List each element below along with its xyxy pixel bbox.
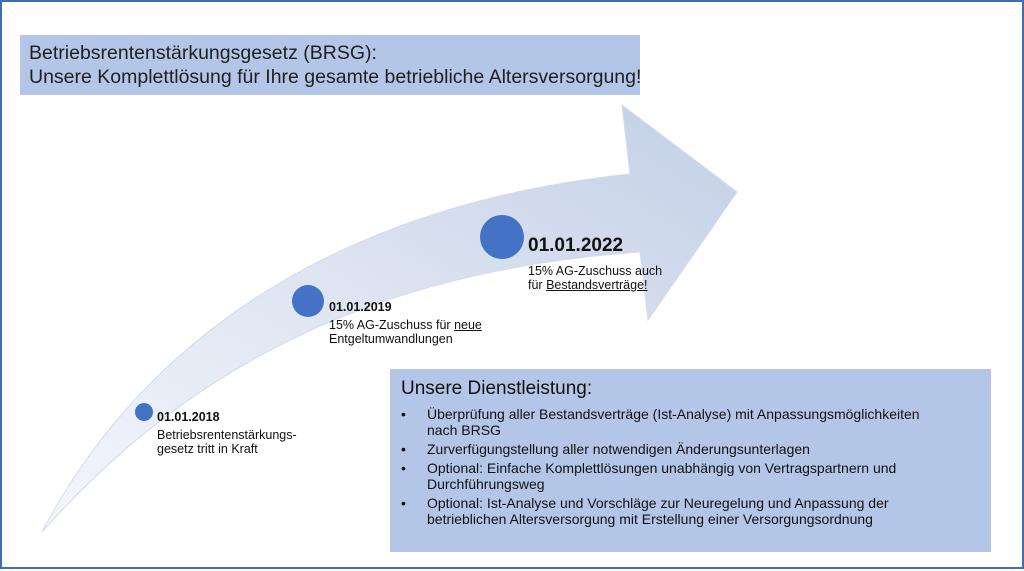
- service-item: [401, 460, 981, 492]
- milestone-description: [329, 318, 482, 346]
- service-item-line: Überprüfung aller Bestandsverträge (Ist-Analyse) mit Anpassungsmöglichkeiten: [427, 406, 920, 422]
- service-item-line: Optional: Ist-Analyse und Vorschläge zur Neuregelung und Anpassung der: [427, 495, 889, 511]
- milestone-description: [528, 264, 662, 292]
- bullet-icon: •: [401, 495, 406, 511]
- milestone-dot-2018: [135, 403, 153, 421]
- service-item-line: Durchführungsweg: [427, 476, 545, 492]
- milestone-2019: [329, 300, 482, 346]
- service-item-line: betrieblichen Altersversorgung mit Erstellung einer Versorgungsordnung: [427, 511, 873, 527]
- title-line-1: Betriebsrentenstärkungsgesetz (BRSG):: [29, 42, 377, 64]
- milestone-date: 01.01.2018: [157, 410, 220, 424]
- service-item: [401, 495, 981, 527]
- bullet-icon: •: [401, 460, 406, 476]
- services-box: [390, 369, 991, 552]
- milestone-desc-line: Entgeltumwandlungen: [329, 332, 453, 346]
- milestone-date: 01.01.2019: [329, 300, 392, 314]
- bullet-icon: •: [401, 441, 406, 457]
- milestone-2018: [157, 410, 297, 456]
- service-item: [401, 441, 981, 457]
- milestone-desc-line: [528, 278, 662, 292]
- milestone-desc-line: Betriebsrentenstärkungs-: [157, 428, 297, 442]
- services-title: Unsere Dienstleistung:: [401, 378, 593, 399]
- milestone-description: [157, 428, 297, 456]
- service-item: [401, 406, 981, 438]
- milestone-dot-2022: [480, 215, 524, 259]
- milestone-desc-text: für: [528, 278, 547, 292]
- bullet-icon: •: [401, 406, 406, 422]
- title-box: [20, 35, 640, 95]
- services-list: [401, 406, 981, 527]
- milestone-desc-underlined: neue: [454, 318, 482, 332]
- milestone-desc-underlined: Bestandsverträge!: [546, 278, 648, 292]
- milestone-2022: [528, 235, 662, 292]
- milestone-desc-line: 15% AG-Zuschuss auch: [528, 264, 663, 278]
- milestone-desc-line: [329, 318, 482, 332]
- service-item-line: Optional: Einfache Komplettlösungen unabhängig von Vertragspartnern und: [427, 460, 897, 476]
- title-line-2: Unsere Komplettlösung für Ihre gesamte betriebliche Altersversorgung!: [29, 66, 642, 88]
- milestone-desc-line: gesetz tritt in Kraft: [157, 442, 258, 456]
- milestone-date: 01.01.2022: [528, 235, 624, 256]
- milestone-dot-2019: [292, 285, 324, 317]
- milestone-desc-text: 15% AG-Zuschuss für: [329, 318, 455, 332]
- service-item-line: Zurverfügungstellung aller notwendigen Änderungsunterlagen: [427, 441, 810, 457]
- service-item-line: nach BRSG: [427, 422, 501, 438]
